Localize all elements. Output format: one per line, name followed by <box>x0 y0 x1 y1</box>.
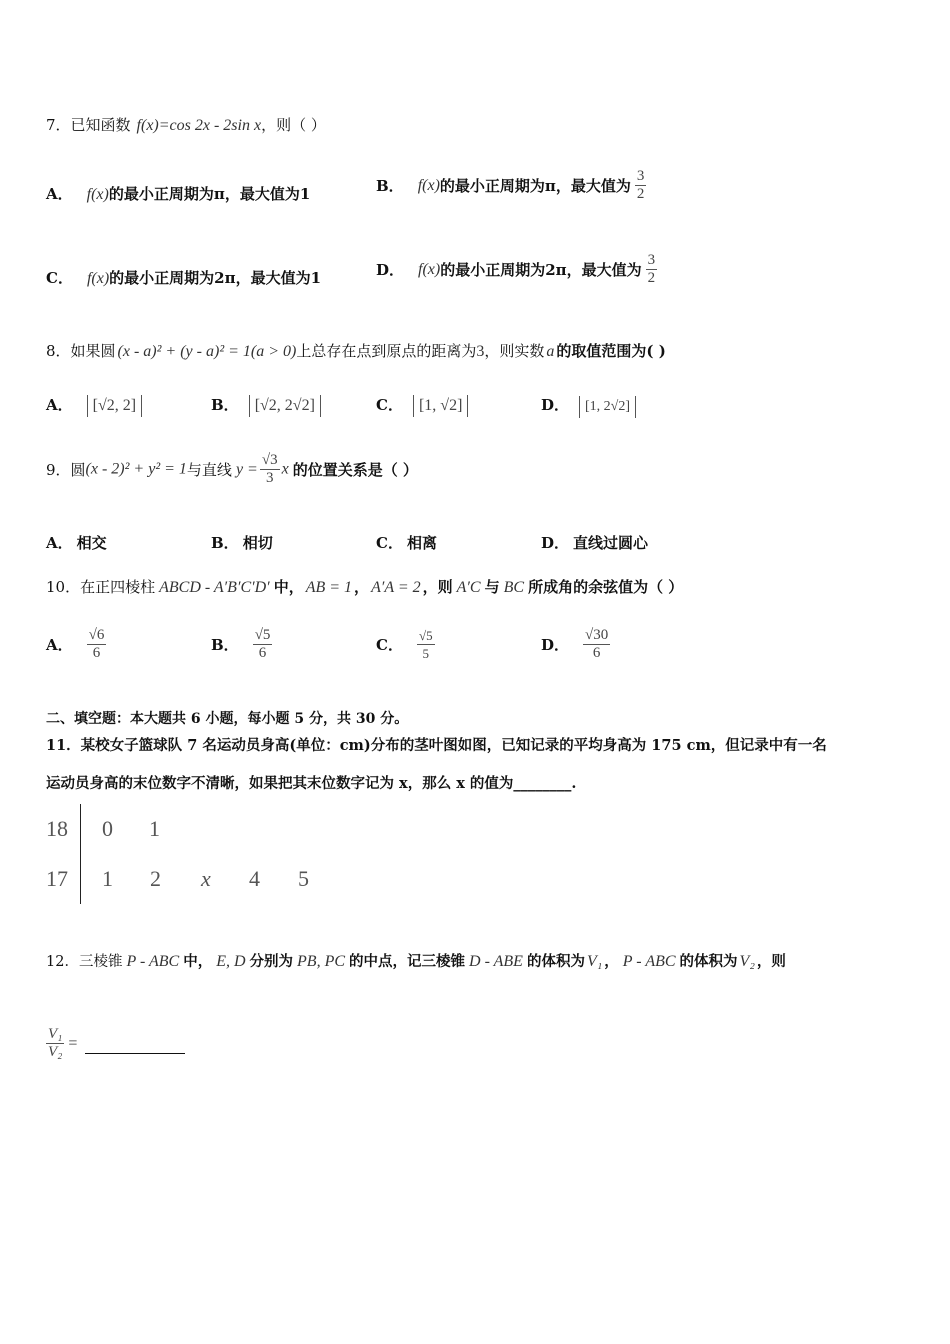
q7-formula: f(x)=cos 2x - 2sin x <box>136 117 262 134</box>
option-expr: [√2, 2√2] <box>249 395 321 417</box>
option-expr: f(x) <box>86 270 110 287</box>
leaf: 2 <box>150 866 161 891</box>
leaf: 0 <box>102 816 113 841</box>
q8-tail2: ，则实数 <box>484 342 545 360</box>
stem-divider <box>80 804 81 904</box>
q8-three: 3 <box>476 343 485 360</box>
q8-option-c <box>376 394 468 417</box>
fraction: $\frac{√5}{6}$ <box>254 627 271 661</box>
stem-value: 17 <box>46 866 68 891</box>
answer-blank[interactable] <box>85 1033 185 1054</box>
q9-option-b: B． 相切 <box>211 534 273 552</box>
q11-line2: 运动员身高的末位数字不清晰，如果把其末位数字记为 x，那么 x 的值为________. <box>46 775 577 792</box>
q8-option-a <box>46 394 142 417</box>
q10-prism: ABCD - A′B′C′D′ <box>159 579 270 596</box>
fraction: $\frac{\text{V₁}}{\text{V₂}}$ <box>48 1026 63 1060</box>
option-letter: D． <box>376 261 405 279</box>
q7-number: 7．已知函数 <box>46 116 131 134</box>
fraction: $\frac{√5}{5}$ <box>418 628 433 661</box>
leaf: 1 <box>149 816 160 841</box>
fraction: $\frac{√3}{3}$ <box>261 452 278 486</box>
option-expr: f(x) <box>417 176 440 194</box>
q10-option-d: D． $\frac{√30}{6}$ <box>541 627 609 661</box>
stem-row-17 <box>46 866 68 892</box>
q7-option-b <box>376 168 646 203</box>
q9-stem <box>46 452 418 487</box>
q10-stem: 10．在正四棱柱 ABCD - A′B′C′D′ 中， AB = 1 ， A′A = 2 ，则 A′C 与 BC 所成角的余弦值为（ ） <box>46 578 684 596</box>
option-expr: [√2, 2] <box>87 395 142 417</box>
q8-option-b <box>211 394 321 417</box>
stem-row-18 <box>46 816 68 842</box>
fraction: $\frac{3}{2}$ <box>636 168 645 202</box>
fraction: $\frac{3}{2}$ <box>647 252 656 286</box>
q10-bc: BC <box>503 579 525 596</box>
q11-line1: 11．某校女子篮球队 7 名运动员身高(单位：cm)分布的茎叶图如图，已知记录的平均身高为 175 cm，但记录中有一名 <box>46 737 827 754</box>
q8-stem <box>46 340 666 361</box>
option-letter: C． <box>376 396 403 414</box>
option-letter: B． <box>211 396 239 414</box>
stem-value: 18 <box>46 816 68 841</box>
q8-a: a <box>546 343 555 360</box>
q10-aa: A′A = 2 <box>371 579 421 596</box>
q9-formula: (x - 2)² + y² = 1 <box>85 460 187 478</box>
q9-option-d: D． 直线过圆心 <box>541 534 649 552</box>
q9-option-c: C． 相离 <box>376 534 437 552</box>
q10-number: 10．在正四棱柱 <box>46 578 156 596</box>
q10-ab: AB = 1 <box>305 579 353 596</box>
q7-tail: ，则（ ） <box>261 116 326 134</box>
q8-tail3: 的取值范围为( ) <box>556 342 666 360</box>
leaf: 4 <box>249 866 260 891</box>
q10-option-c: C． $\frac{√5}{5}$ <box>376 628 433 661</box>
option-letter: A． <box>46 396 73 414</box>
option-expr: f(x) <box>86 186 109 203</box>
stem-leaf-plot <box>46 800 346 905</box>
option-text: 的最小正周期为2π，最大值为 <box>440 261 642 279</box>
option-text: 的最小正周期为π，最大值为 <box>439 177 631 195</box>
q7-option-a <box>46 183 310 204</box>
q9-tail: 的位置关系是（ ） <box>292 461 418 479</box>
q10-zhong: 中， <box>273 578 304 596</box>
option-letter: C． <box>46 269 73 287</box>
q8-number: 8．如果圆 <box>46 342 116 360</box>
q12-stem: 12．三棱锥 P - ABC 中， E, D 分别为 PB, PC 的中点，记三棱锥 D - ABE 的体积为 V₁ ， P - ABC 的体积为 V₂ ，则 <box>46 953 786 970</box>
option-expr: [1, √2] <box>413 395 468 417</box>
q7-option-d <box>376 252 657 287</box>
leaf: 5 <box>298 866 309 891</box>
q10-option-b: B． $\frac{√5}{6}$ <box>211 627 271 661</box>
q9-line-x: x <box>281 460 289 478</box>
q10-ac: A′C <box>456 579 481 596</box>
option-text: 的最小正周期为2π，最大值为1 <box>109 269 322 287</box>
option-letter: B． <box>376 177 404 195</box>
leaf: x <box>201 866 211 891</box>
option-letter: D． <box>541 396 570 414</box>
q7-option-c <box>46 267 321 288</box>
q8-formula: (x - a)² + (y - a)² = 1(a > 0) <box>117 343 297 360</box>
q8-tail: 上总存在点到原点的距离为 <box>296 342 477 360</box>
q12-answer: $\frac{\text{V₁}}{\text{V₂}}$ = <box>46 1026 185 1061</box>
q10-option-a: A． $\frac{√6}{6}$ <box>46 627 105 661</box>
option-letter: A． <box>46 185 73 203</box>
option-expr: [1, 2√2] <box>579 396 636 418</box>
q9-line-y: y = <box>235 460 258 478</box>
q9-mid: 与直线 <box>186 461 232 479</box>
option-text: 的最小正周期为π，最大值为1 <box>108 185 311 203</box>
fraction: $\frac{√30}{6}$ <box>585 627 609 661</box>
q8-option-d <box>541 394 636 418</box>
q10-tail: 所成角的余弦值为（ ） <box>528 578 684 596</box>
q9-number: 9．圆 <box>46 461 86 479</box>
leaf: 1 <box>102 866 113 891</box>
q7-stem <box>46 114 326 135</box>
q9-option-a: A． 相交 <box>46 534 107 552</box>
option-expr: f(x) <box>418 260 441 278</box>
section-heading: 二、填空题：本大题共 6 小题，每小题 5 分，共 30 分。 <box>46 711 409 727</box>
fraction: $\frac{√6}{6}$ <box>88 627 105 661</box>
